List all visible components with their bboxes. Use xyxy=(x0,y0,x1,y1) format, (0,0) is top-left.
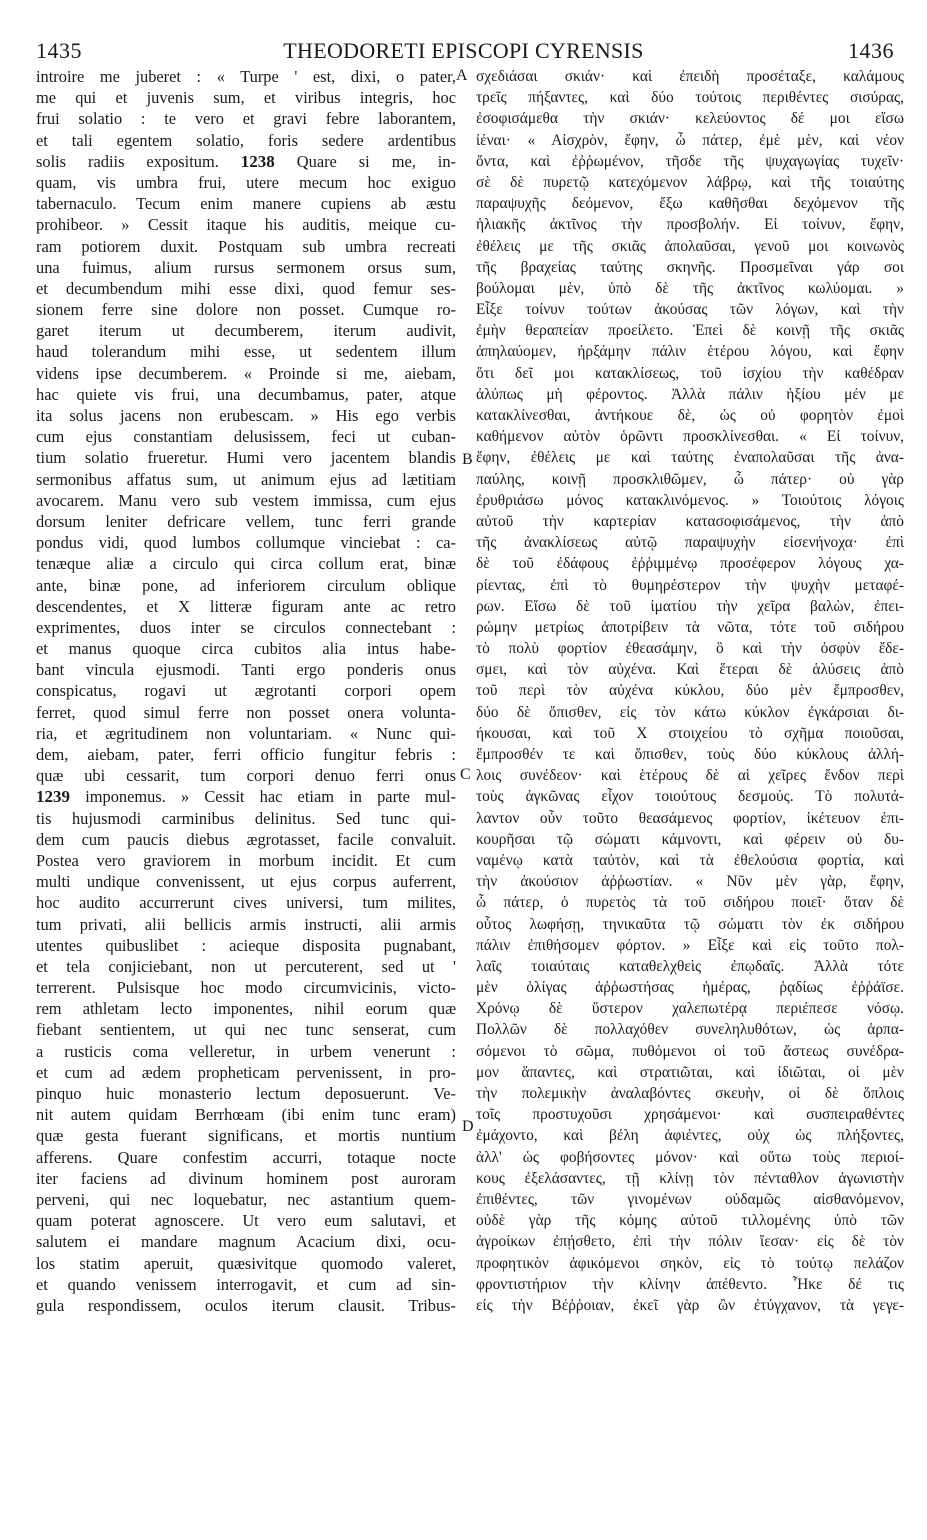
greek-line: αὐτοῦ τὴν καρτερίαν κατασοφισάμενος, τὴν ἀπὸ xyxy=(476,512,904,530)
latin-line: rem athletam lecto imponentes, nihil eorum quæ xyxy=(36,999,456,1019)
greek-line: τὴν πολεμικὴν ἀναλαβόντες σκευὴν, οἱ δὲ ὅπλοις xyxy=(476,1085,904,1102)
latin-line: garet iterum ut decumberem, iterum audivit, xyxy=(36,321,456,341)
greek-line: Πολλῶν δὲ πολλαχόθεν συνεληλυθότων, ὡς ἁρπα- xyxy=(476,1021,904,1039)
greek-line: κουρῆσαι τῷ σώματι κάμνοντι, καὶ φέρειν οὐ δυ- xyxy=(476,830,904,848)
latin-line: et tali egentem solatio, foris sedere ardentibus xyxy=(36,130,456,150)
latin-line: utentes quibuslibet : acieque disposita pugnabant, xyxy=(36,935,456,955)
page-number-left: 1435 xyxy=(36,38,82,63)
latin-line-with-margin-number xyxy=(36,786,456,807)
greek-line: σχεδιάσαι σκιάν· καὶ ἐπειδὴ προσέταξε, καλάμους xyxy=(476,68,904,85)
greek-line: φροντιστήριον τὴν κλίνην ἀπέθεντο. Ἧκε δέ τις xyxy=(476,1275,904,1293)
greek-line: ὅτι δεῖ μοι κατακλίσεως, τοῦ ἰσχίου τὴν καθέδραν xyxy=(476,364,904,382)
latin-line: descendentes, et X litteræ figuram ante ac retro xyxy=(36,596,456,616)
latin-line: quam poterat agnoscere. Ut vero eum salutavi, et xyxy=(36,1211,456,1231)
greek-line: τοὺς ἀγκῶνας εἶχον τοιούτους δεσμούς. Τὸ πολυτά- xyxy=(476,788,904,806)
latin-line: me qui et juvenis sum, et viribus integris, hoc xyxy=(36,88,456,108)
latin-line: dorsum leniter defricare vellem, tunc ferri grande xyxy=(36,511,456,531)
greek-line: τοῦ περὶ τὸν αὐχένα κύκλου, δύο μὲν ἔμπροσθεν, xyxy=(476,682,904,700)
latin-line: prohibeor. » Cessit itaque his auditis, meique cu- xyxy=(36,215,456,235)
latin-line: tenæque aliæ a circulo qui circa collum erat, binæ xyxy=(36,554,456,574)
greek-line: μον ἅπαντες, καὶ στρατιῶται, καὶ ἰδιῶται, οἱ μὲν xyxy=(476,1063,904,1081)
greek-line: ὦ πάτερ, ὁ πυρετὸς τὰ τοῦ σιδήρου ποιεῖ· ὅταν δὲ xyxy=(476,894,904,912)
greek-line: σμει, καὶ τὸν αὐχένα. Καὶ ἕτεραι δὲ ἁλύσεις ἀπὸ xyxy=(476,661,904,679)
section-marker-b: B xyxy=(462,451,473,468)
latin-line: haud tolerandum mihi esse, ut sedentem illum xyxy=(36,342,456,362)
latin-line: hoc audito accurrerunt cives universi, tum milites, xyxy=(36,893,456,913)
greek-line: ἐμὴν θεραπείαν προείλετο. Ἐπεὶ δὲ κοινῇ τῆς σκιᾶς xyxy=(476,322,904,340)
greek-line: ἐθέλεις με τῆς σκιᾶς ἀπολαῦσαι, γενοῦ μοι κοινωνὸς xyxy=(476,237,904,255)
greek-line: ήκουσαι, καὶ τοῦ Χ στοιχείου τὸ σχῆμα ποιοῦσαι, xyxy=(476,724,904,742)
greek-line: τρεῖς πήξαντες, καὶ δύο τούτοις περιθέντες σισύρας, xyxy=(476,89,904,107)
latin-line: videns ipse decumberem. « Proinde si me, aiebam, xyxy=(36,363,456,383)
greek-line: μὲν ὀλίγας ἀῤῥωστήσας ἡμέρας, ῥᾳδίως ἐῤῥάϊσε. xyxy=(476,979,904,997)
greek-line: ἐπιθέντες, τῶν γινομένων οὐδαμῶς αἰσθανόμενον, xyxy=(476,1190,904,1208)
latin-line: dem cum paucis diebus ægrotasset, facile convaluit. xyxy=(36,829,456,849)
latin-line: avocarem. Manu vero sub vestem immissa, cum ejus xyxy=(36,490,456,510)
latin-line: Postea vero graviorem in morbum incidit. Et cum xyxy=(36,850,456,870)
greek-line: ἀπηλαύομεν, ἠρξάμην πάλιν ἑτέρου λόγου, καὶ ἔφην xyxy=(476,343,904,361)
latin-line: frui solatio : te vero et gravi febre laborantem, xyxy=(36,109,456,129)
latin-line: quæ gesta fuerant significans, et mortis nuntium xyxy=(36,1126,456,1146)
latin-line: tium solatio frueretur. Humi vero jacentem blandis xyxy=(36,448,456,468)
latin-line: sermonibus affatus sum, ut animum ejus ad lætitiam xyxy=(36,469,456,489)
latin-line: gula respondissem, oculos iterum clausit. Tribus- xyxy=(36,1295,456,1315)
latin-line-text: Quare si me, in- xyxy=(296,151,456,171)
greek-line: ἀλύπως μὴ φέροντος. Ἀλλὰ πάλιν ἠξίου μέν με xyxy=(476,385,904,403)
greek-line: τὸ πολὺ φορτίον ἐθεασάμην, ὃ καὶ τὴν ὀσφὺν ἔδε- xyxy=(476,640,904,658)
greek-line: Χρόνῳ δὲ ὕστερον χαλεπωτέρᾳ περιέπεσε νόσῳ. xyxy=(476,1000,904,1018)
latin-line: introire me juberet : « Turpe ' est, dixi, o pater, xyxy=(36,67,456,86)
greek-line: ἔφην, ἐθέλεις με καὶ ταύτης ἐναπολαῦσαι τῆς ἀνα- xyxy=(476,449,904,467)
latin-line: hac quiete vis frui, una decumbamus, pater, atque xyxy=(36,384,456,404)
latin-line: los statim aperuit, quæsivitque quomodo valeret, xyxy=(36,1253,456,1273)
greek-line: βούλομαι μὲν, ὑπὸ δὲ τῆς ἀκτῖνος κωλύομαι. » xyxy=(476,279,904,297)
margin-number-1239: 1239 xyxy=(36,787,70,807)
section-marker-c: C xyxy=(460,766,471,783)
latin-line: conspicatus, rogavi ut ægrotanti corpori opem xyxy=(36,681,456,701)
greek-line: ἀγροίκων ἐπῄσθετο, ἐπὶ τὴν πόλιν ἴεσαν· εἰς δὲ τὸν xyxy=(476,1233,904,1251)
running-title: THEODORETI EPISCOPI CYRENSIS xyxy=(283,38,644,63)
greek-line: λαντον οὖν τοῦτο θεασάμενος φορτίον, ἱκέτευον ἐπι- xyxy=(476,809,904,827)
greek-line: ρίεντας, ἐπὶ τὸ θυμηρέστερον τὴν ψυχὴν μεταφέ- xyxy=(476,576,904,594)
latin-line: dem, aiebam, pater, ferri officio fungitur febris : xyxy=(36,745,456,764)
section-marker-a: A xyxy=(456,67,468,84)
greek-line: ἐσοφισάμεθα τὴν σκιάν· κελεύοντος δέ μοι εἴσω xyxy=(476,110,904,128)
latin-line: ita solus jacens non erubescam. » His ego verbis xyxy=(36,406,456,425)
latin-line: salutem ei mandare magnum Acacium dixi, ocu- xyxy=(36,1232,456,1252)
greek-line: πάλιν ἐπιθήσομεν φόρτον. » Εἶξε καὶ εἰς τοῦτο πολ- xyxy=(476,936,904,954)
greek-line: δὲ τοῦ ἐδάφους ἐῤῥιμμένῳ προσέφερον λόγους χα- xyxy=(476,555,904,573)
latin-line: iter faciens ad divinum hominem post auroram xyxy=(36,1168,456,1188)
latin-line: afferens. Quare confestim accurri, totaque nocte xyxy=(36,1147,456,1167)
greek-line: δύο δὲ ὄπισθεν, εἰς τὸν κάτω κύκλον ἐγκάρσιαι δι- xyxy=(476,703,904,721)
greek-column xyxy=(476,66,904,1496)
greek-line: ἡλιακῆς ἀκτῖνος τὴν προσβολήν. Εἰ τοίνυν, ἔφην, xyxy=(476,216,904,234)
greek-line: ρώμην μετρίως ἀποτρίβειν τὰ νῶτα, τότε τοῦ σιδήρου xyxy=(476,618,904,636)
latin-line: exprimentes, duos inter se circulos connectebant : xyxy=(36,617,456,637)
greek-line: τὴν ἀκούσιον ἀῤῥωστίαν. « Νῦν μὲν γὰρ, ἔφην, xyxy=(476,873,904,891)
latin-line: sionem ferre sine dolore non posset. Cumque ro- xyxy=(36,300,456,320)
greek-line: ὄντα, καὶ ἐῤῥωμένον, τῆσδε τῆς ψυχαγωγίας τυχεῖν· xyxy=(476,152,904,170)
latin-line: tabernaculo. Tecum enim manere cupiens ab æstu xyxy=(36,194,456,214)
latin-column xyxy=(36,66,456,1496)
greek-line: καθήμενον αὐτὸν ὁρῶντι προσκλίνεσθαι. « Εἰ τοίνυν, xyxy=(476,428,904,446)
greek-line: ἀλλ' ὡς φοβήσοντες μόνον· καὶ οὕτω τοὺς περιοί- xyxy=(476,1148,904,1166)
greek-line: παραψυχῆς δεόμενον, ἔξω καθῆσθαι δεχόμενον τῆς xyxy=(476,195,904,213)
latin-line: et decumbendum mihi esse dixi, quod femur ses- xyxy=(36,278,456,298)
latin-line: ferret, quod simul ferre non posset onera volunta- xyxy=(36,702,456,722)
greek-line: ναμένῳ κατὰ ταὐτὸν, καὶ τὰ ἐθελούσια φορτία, καὶ xyxy=(476,851,904,869)
latin-line: cum ejus constantiam delusissem, feci ut cuban- xyxy=(36,427,456,447)
greek-line: οὗτος λωφήσῃ, τηνικαῦτα τῷ σώματι τὸν ἐκ σιδήρου xyxy=(476,915,904,933)
greek-line: τοῖς προστυχοῦσι χρησάμενοι· καὶ συσπειραθέντες xyxy=(476,1106,904,1124)
latin-line: terrerent. Pulsisque hoc modo circumvicinis, victo- xyxy=(36,978,456,998)
latin-line: multi undique convenissent, ut ejus corpus auferrent, xyxy=(36,872,456,892)
latin-line: quæ ubi cessarit, tum corpori denuo ferri onus xyxy=(36,766,456,786)
latin-line: fiebant sentientem, ut qui nec tunc senserat, cum xyxy=(36,1020,456,1040)
section-marker-d: D xyxy=(462,1118,474,1135)
latin-line: a rusticis coma velleretur, in urbem venerunt : xyxy=(36,1041,456,1061)
greek-line: εἰς τὴν Βέῤῥοιαν, ἐκεῖ γὰρ ὢν ἐτύγχανον, τὰ γεγε- xyxy=(476,1296,904,1314)
greek-line: σόμενοι τὸ σῶμα, πυθόμενοι οἱ τοῦ ἄστεως συνέδρα- xyxy=(476,1042,904,1060)
page-number-right: 1436 xyxy=(848,38,894,63)
latin-line: tis hujusmodi carminibus delinitus. Sed tunc qui- xyxy=(36,808,456,828)
latin-line: et manus quoque circa cubitos alia intus habe- xyxy=(36,639,456,659)
greek-line: Εἶξε τοίνυν τούτων ἀκούσας τῶν λόγων, καὶ τὴν xyxy=(476,301,904,319)
greek-line: οὐδὲ γὰρ τῆς κόμης αὐτοῦ τιλλομένης ὑπὸ τῶν xyxy=(476,1212,904,1230)
page-header xyxy=(0,38,927,68)
latin-line: pinquo huic monasterio lectum deposuerunt. Ve- xyxy=(36,1084,456,1103)
greek-line: ἔμπροσθέν τε καὶ ὄπισθεν, τοὺς δύο κύκλους ἀλλή- xyxy=(476,746,904,763)
greek-line: παύλης, κοινῇ προσκλιθῶμεν, ὦ πάτερ· οὐ γὰρ xyxy=(476,470,904,488)
latin-line: perveni, qui nec loquebatur, nec astantium quem- xyxy=(36,1189,456,1209)
greek-line: κατακλίνεσθαι, ἀντήκουε δὲ, ὡς οὐ φορητὸν ἐμοὶ xyxy=(476,407,904,424)
greek-line: ἰέναι· « Αἰσχρὸν, ἔφην, ὦ πάτερ, ἐμὲ μὲν, καὶ νέον xyxy=(476,131,904,149)
greek-line: τῆς βραχείας ταύτης σκηνῆς. Προσμεῖναι γάρ σοι xyxy=(476,258,904,276)
greek-line: ρων. Εἴσω δὲ τοῦ ἱματίου τὴν χεῖρα βαλὼν, ἐπει- xyxy=(476,597,904,615)
latin-line: et cum ad ædem propheticam pervenissent, in pro- xyxy=(36,1062,456,1082)
latin-line: quam, vis umbra frui, utere mecum hoc exiguo xyxy=(36,172,456,192)
latin-line: ria, et ægritudinem non voluntariam. « Nunc qui- xyxy=(36,723,456,743)
latin-line: bant vincula ejusmodi. Tanti ergo ponderis onus xyxy=(36,660,456,680)
latin-line: et quando venissem interrogavit, et cum ad sin- xyxy=(36,1274,456,1294)
greek-line: τῆς ἀνακλίσεως αὐτῷ παραψυχὴν εἰσενήνοχα· ἐπὶ xyxy=(476,534,904,552)
greek-line: κους ἐξελάσαντες, τῇ κλίνῃ τὸν πένταθλον ἀγωνιστὴν xyxy=(476,1169,904,1187)
margin-number-1238: 1238 xyxy=(240,151,275,171)
latin-line: nit autem quidam Berrhœam (ibi enim tunc eram) xyxy=(36,1105,456,1125)
latin-line: una fuimus, alium rursus sermonem orsus sum, xyxy=(36,257,456,277)
latin-line: ram potiorem duxit. Postquam sub umbra recreati xyxy=(36,236,456,256)
greek-line: λοις συνέδεον· καὶ ἑτέρους δὲ αἱ χεῖρες ἔνδον περὶ xyxy=(476,767,904,785)
greek-line: ἐμάχοντο, καὶ βέλη ἀφιέντες, οὐχ ὡς πλήξοντες, xyxy=(476,1127,904,1145)
latin-line-text: solis radiis expositum. xyxy=(36,151,219,171)
latin-line: tum privati, alii bellicis armis instructi, alii armis xyxy=(36,914,456,934)
latin-line: et tela conjiciebant, non ut percuterent, sed ut ' xyxy=(36,956,456,976)
greek-line: σὲ δὲ πυρετῷ κατεχόμενον λάβρῳ, καὶ τῆς τοιαύτης xyxy=(476,173,904,191)
latin-line-with-margin-number xyxy=(36,151,456,172)
latin-line: pondus vidi, quod lumbos collumque vinciebat : ca- xyxy=(36,533,456,553)
latin-line: ante, binæ pone, ad inferiorem circulum oblique xyxy=(36,575,456,595)
greek-line: προφητικὸν ἀφικόμενοι σηκὸν, εἰς τὸ τούτῳ πελάζον xyxy=(476,1254,904,1272)
greek-line: ἐρυθριάσω μόνος κατακλινόμενος. » Τοιούτοις λόγοις xyxy=(476,491,904,509)
greek-line: λαῖς τοιαύταις καταθελχθεὶς ἐπῳδαῖς. Ἀλλὰ τότε xyxy=(476,957,904,975)
latin-line-text: imponemus. » Cessit hac etiam in parte mul- xyxy=(85,787,456,807)
